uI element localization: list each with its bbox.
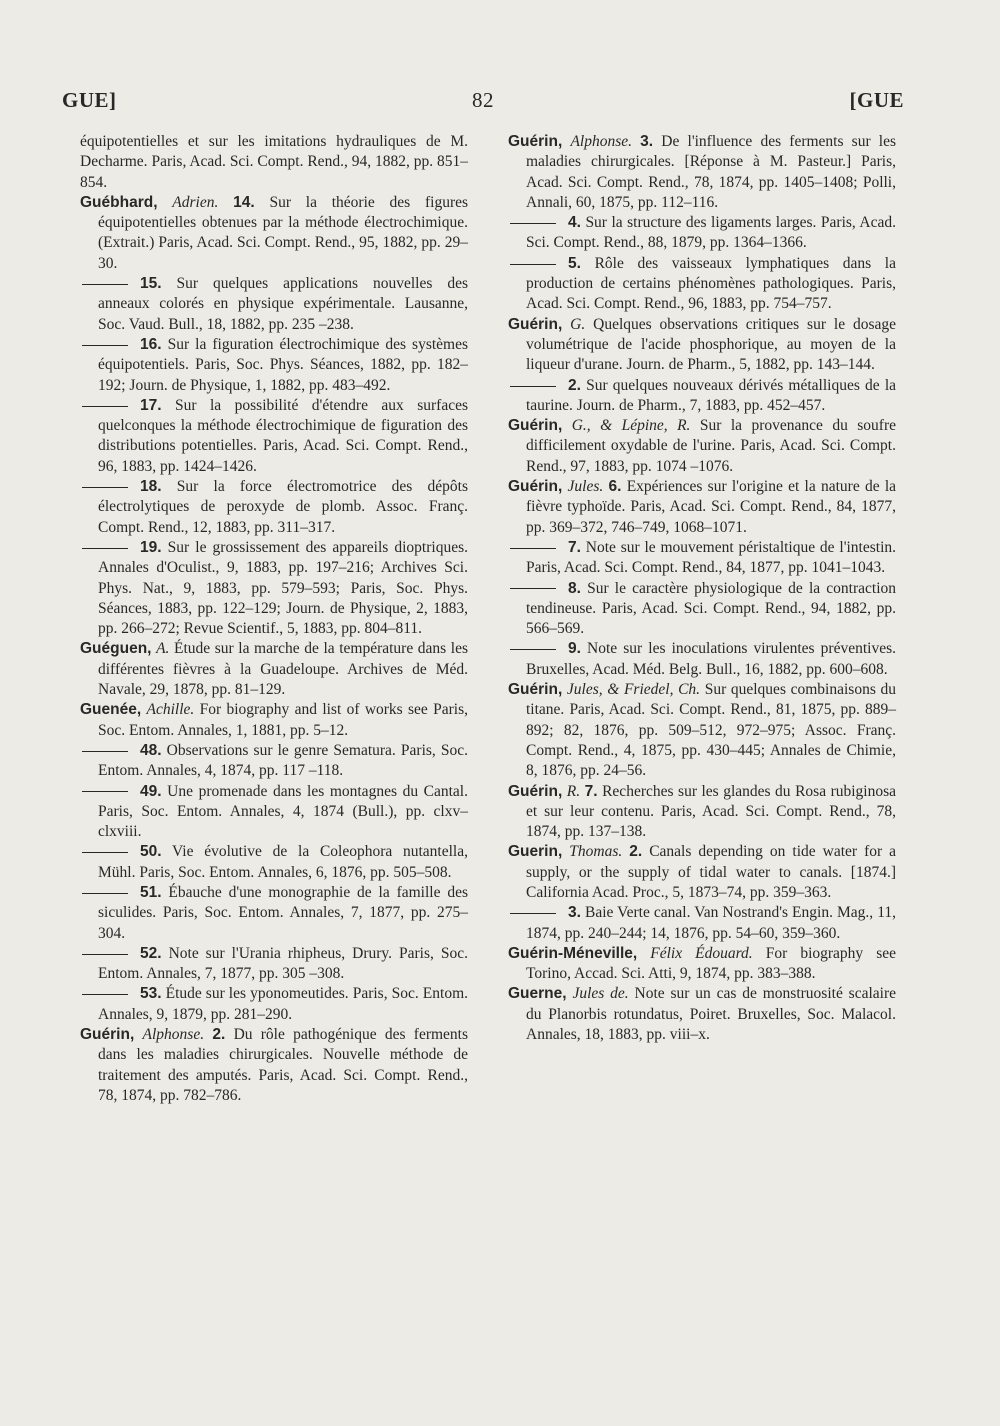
left-column [80, 132, 468, 1106]
entry-text: Étude sur les yponomeutides. Paris, Soc. Entom. Annales, 9, 1879, pp. 281–290. [98, 985, 468, 1023]
bibliography-entry [508, 944, 896, 985]
author-surname: Guenée, [80, 701, 142, 719]
ditto-dash [510, 588, 556, 589]
author-surname: Guérin, [508, 315, 563, 333]
running-head [62, 88, 904, 120]
entry-number: 19. [140, 538, 162, 556]
entry-text: Sur le caractère physiologique de la contraction tendineuse. Paris, Acad. Sci. Compt. Rend., 94, 1882, pp. 566–569. [526, 579, 896, 638]
entry-number: 2. [629, 843, 643, 861]
author-given-name: Jules. [567, 478, 604, 496]
entry-text: Sur la théorie des figures équipotentielles obtenues par la méthode électrochimique. (Extrait.) Paris, Acad. Sci. Compt. Rend., 95, 1882, pp. 29–30. [98, 193, 469, 272]
entry-text: équipotentielles et sur les imitations hydrauliques de M. Decharme. Paris, Acad. Sci. Compt. Rend., 94, 1882, pp. 851–854. [80, 133, 468, 191]
author-given-name: Alphonse. [142, 1026, 205, 1044]
page-number: 82 [472, 88, 494, 112]
entry-number: 51. [140, 883, 162, 901]
ditto-dash [82, 954, 128, 955]
bibliography-entry [508, 680, 896, 781]
entry-number: 14. [233, 193, 255, 211]
ditto-dash [510, 649, 556, 650]
author-surname: Guérin, [508, 417, 563, 435]
bibliography-entry [508, 984, 896, 1045]
entry-text: Sur la possibilité d'étendre aux surfaces quelconques la méthode électrochimique de figuration des distributions potentielles. Paris, Acad. Sci. Compt. Rend., 96, 1883, pp. 1424–1426. [98, 396, 469, 475]
ditto-dash [510, 548, 556, 549]
author-surname: Guérin, [80, 1026, 135, 1044]
author-given-name: Achille. [146, 701, 195, 719]
bibliography-entry [508, 903, 896, 944]
entry-text: Note sur l'Urania rhipheus, Drury. Paris, Soc. Entom. Annales, 7, 1877, pp. 305 –308. [98, 944, 469, 983]
author-given-name: G. [570, 315, 586, 333]
entry-text: Note sur les inoculations virulentes préventives. Bruxelles, Acad. Méd. Belg. Bull., 16, 1882, pp. 600–608. [526, 640, 896, 678]
entry-number: 2. [212, 1026, 226, 1044]
entry-number: 50. [140, 843, 162, 861]
bibliography-entry [80, 335, 468, 396]
bibliography-entry [508, 254, 896, 315]
entry-text: Baie Verte canal. Van Nostrand's Engin. Mag., 11, 1874, pp. 240–244; 14, 1876, pp. 54–60, 359–360. [526, 904, 897, 942]
ditto-dash [82, 751, 128, 752]
bibliography-entry [80, 944, 468, 985]
entry-text: Sur la figuration électrochimique des systèmes équipotentiels. Paris, Soc. Phys. Séances, 1882, pp. 182–192; Journ. de Physique, 1, 1882, pp. 483–492. [98, 335, 469, 394]
ditto-dash [82, 487, 128, 488]
entry-text: Sur le grossissement des appareils dioptriques. Annales d'Oculist., 9, 1883, pp. 197–216; Archives Sci. Phys. Nat., 9, 1883, pp. 579–593; Paris, Soc. Phys. Séances, 1883, pp. 122–129; Journ. de Physique, 2, 1883, pp. 266–272; Revue Scientif., 5, 1883, pp. 804–811. [98, 538, 468, 638]
ditto-dash [82, 284, 128, 285]
bibliography-entry [80, 639, 468, 700]
bibliography-entry [508, 213, 896, 254]
ditto-dash [82, 406, 128, 407]
entry-text: Une promenade dans les montagnes du Cantal. Paris, Soc. Entom. Annales, 4, 1874 (Bull.), pp. clxv–clxviii. [98, 782, 468, 841]
bibliography-entry [80, 538, 468, 639]
entry-number: 49. [140, 782, 162, 800]
entry-text: Observations sur le genre Sematura. Paris, Soc. Entom. Annales, 4, 1874, pp. 117 –118. [98, 741, 468, 780]
entry-number: 48. [140, 741, 162, 759]
entry-text: For biography and list of works see Paris, Soc. Entom. Annales, 1, 1881, pp. 5–12. [98, 701, 469, 739]
entry-text: Quelques observations critiques sur le dosage volumétrique de l'acide phosphorique, au moyen de la liqueur d'urane. Journ. de Pharm., 5, 1882, pp. 143–144. [526, 315, 896, 374]
entry-number: 17. [140, 396, 162, 414]
author-given-name: A. [156, 640, 170, 658]
ditto-dash [82, 893, 128, 894]
author-surname: Guérin-Méneville, [508, 944, 638, 962]
bibliography-entry [508, 477, 896, 538]
entry-text: Sur quelques combinaisons du titane. Paris, Acad. Sci. Compt. Rend., 81, 1875, pp. 889–892; 82, 1876, pp. 509–512, 972–975; Assoc. Franç. Compt. Rend., 4, 1875, pp. 430–445; Annales de Chimie, 8, 1876, pp. 24–56. [526, 681, 896, 780]
author-given-name: R. [566, 782, 581, 800]
entry-text: For biography see Torino, Accad. Sci. Atti, 9, 1874, pp. 383–388. [526, 944, 896, 983]
bibliography-entry [80, 274, 468, 335]
author-surname: Guébhard, [80, 193, 158, 211]
bibliography-entry [80, 842, 468, 883]
entry-number: 52. [140, 944, 162, 962]
bibliography-entry [80, 396, 468, 477]
entry-text: Vie évolutive de la Coleophora nutantella, Mühl. Paris, Soc. Entom. Annales, 6, 1876, pp. 505–508. [98, 843, 468, 881]
entry-text: Note sur un cas de monstruosité scalaire du Planorbis rotundatus, Poiret. Bruxelles, Soc. Malacol. Annales, 18, 1883, pp. viii–x. [526, 985, 897, 1044]
bibliography-entry [80, 193, 468, 274]
entry-number: 3. [640, 133, 654, 150]
entry-text: Canals depending on tide water for a supply, or the supply of tidal water to canals. [1874.] California Acad. Proc., 5, 1873–74, pp. 359–363. [526, 843, 897, 901]
author-given-name: Thomas. [569, 843, 623, 861]
bibliography-entry [508, 538, 896, 579]
bibliography-entry [508, 639, 896, 680]
author-given-name: G., & Lépine, R. [571, 417, 691, 435]
author-surname: Guéguen, [80, 640, 152, 658]
author-surname: Guerin, [508, 843, 563, 861]
entry-number: 3. [568, 904, 581, 922]
entry-text: Ébauche d'une monographie de la famille des siculides. Paris, Soc. Entom. Annales, 7, 1877, pp. 275–304. [98, 883, 469, 942]
author-surname: Guérin, [508, 782, 563, 800]
entry-text: Rôle des vaisseaux lymphatiques dans la production de certains phénomènes pathologiques. Paris, Acad. Sci. Compt. Rend., 96, 1883, pp. 754–757. [526, 254, 896, 313]
entry-number: 7. [568, 538, 581, 556]
entry-text: Sur quelques nouveaux dérivés métalliques de la taurine. Journ. de Pharm., 7, 1883, pp. 452–457. [526, 376, 897, 414]
entry-number: 18. [140, 478, 162, 496]
bibliography-entry [80, 883, 468, 944]
right-column [508, 132, 896, 1045]
entry-number: 6. [608, 478, 622, 496]
author-given-name: Adrien. [172, 193, 219, 211]
author-surname: Guérin, [508, 478, 563, 496]
entry-number: 16. [140, 335, 162, 353]
bibliography-entry [508, 782, 896, 843]
ditto-dash [510, 264, 556, 265]
bibliography-entry [80, 741, 468, 782]
bibliography-entry [508, 376, 896, 417]
bibliography-entry [80, 477, 468, 538]
bibliography-entry [80, 700, 468, 741]
ditto-dash [82, 548, 128, 549]
entry-text: Étude sur la marche de la température dans les différentes fièvres à la Guadeloupe. Archives de Méd. Navale, 29, 1878, pp. 81–129. [98, 640, 469, 699]
bibliography-entry [80, 984, 468, 1025]
entry-number: 53. [140, 985, 162, 1003]
author-given-name: Jules, & Friedel, Ch. [566, 681, 701, 699]
entry-number: 5. [568, 254, 581, 272]
entry-number: 2. [568, 376, 581, 394]
ditto-dash [510, 223, 556, 224]
entry-text: Expériences sur l'origine et la nature de la fièvre typhoïde. Paris, Acad. Sci. Compt. Rend., 84, 1877, pp. 369–372, 746–749, 1068–1071. [526, 478, 897, 536]
author-surname: Guerne, [508, 985, 567, 1003]
author-given-name: Jules de. [572, 985, 629, 1003]
author-given-name: Alphonse. [570, 133, 632, 150]
entry-text: De l'influence des ferments sur les maladies chirurgicales. [Réponse à M. Pasteur.] Paris, Acad. Sci. Compt. Rend., 78, 1874, pp. 1405–1408; Polli, Annali, 60, 1875, pp. 112–116. [526, 133, 897, 211]
entry-text: Sur la force électromotrice des dépôts électrolytiques de peroxyde de plomb. Assoc. Franç. Compt. Rend., 12, 1883, pp. 311–317. [98, 478, 469, 536]
entry-text: Recherches sur les glandes du Rosa rubiginosa et sur leur contenu. Paris, Acad. Sci. Compt. Rend., 78, 1874, pp. 137–138. [526, 782, 897, 841]
ditto-dash [82, 852, 128, 853]
running-head-left: GUE] [62, 88, 117, 112]
entry-number: 15. [140, 275, 162, 293]
ditto-dash [510, 386, 556, 387]
entry-number: 7. [584, 782, 598, 800]
ditto-dash [510, 913, 556, 914]
entry-text: Sur quelques applications nouvelles des anneaux colorés en physique expérimentale. Lausanne, Soc. Vaud. Bull., 18, 1882, pp. 235 –238. [98, 275, 468, 333]
author-surname: Guérin, [508, 133, 563, 150]
running-head-right: [GUE [849, 88, 904, 112]
ditto-dash [82, 791, 128, 792]
bibliography-entry [508, 132, 896, 213]
bibliography-entry [508, 416, 896, 477]
ditto-dash [82, 345, 128, 346]
entry-text: Sur la structure des ligaments larges. Paris, Acad. Sci. Compt. Rend., 88, 1879, pp. 1364–1366. [526, 214, 896, 252]
entry-number: 9. [568, 640, 581, 658]
bibliography-entry [80, 782, 468, 843]
entry-number: 4. [568, 214, 581, 232]
bibliography-entry [508, 842, 896, 903]
bibliography-entry [508, 315, 896, 376]
bibliography-entry [80, 1025, 468, 1106]
entry-number: 8. [568, 579, 581, 597]
ditto-dash [82, 994, 128, 995]
entry-text: Note sur le mouvement péristaltique de l'intestin. Paris, Acad. Sci. Compt. Rend., 84, 1877, pp. 1041–1043. [526, 538, 897, 577]
entry-text: Du rôle pathogénique des ferments dans les maladies chirurgicales. Nouvelle méthode de traitement des amputés. Paris, Acad. Sci. Compt. Rend., 78, 1874, pp. 782–786. [98, 1026, 469, 1104]
entry-text: Sur la provenance du soufre difficilement oxydable de l'urine. Paris, Acad. Sci. Compt. Rend., 97, 1883, pp. 1074 –1076. [526, 417, 896, 475]
author-given-name: Félix Édouard. [650, 944, 753, 962]
author-surname: Guérin, [508, 681, 563, 699]
bibliography-entry [508, 579, 896, 640]
bibliography-entry [80, 132, 468, 193]
